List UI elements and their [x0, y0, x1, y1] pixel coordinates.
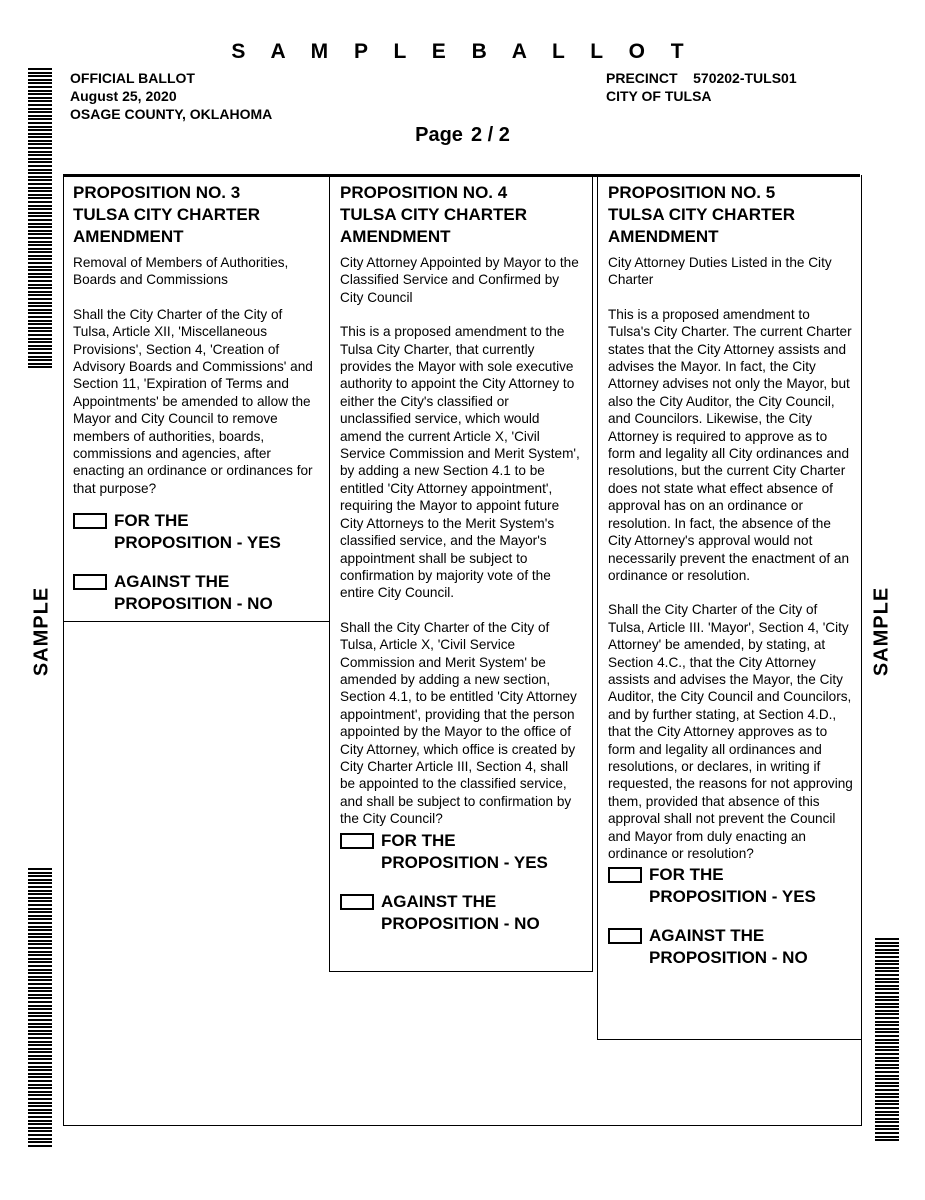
timing-mark [28, 363, 52, 365]
header-right-block [606, 69, 797, 105]
timing-mark [875, 978, 899, 980]
timing-mark [28, 943, 52, 945]
timing-mark [28, 1105, 52, 1107]
timing-mark [28, 1058, 52, 1060]
timing-mark [875, 1064, 899, 1066]
choice-no-label: AGAINST THE PROPOSITION - NO [114, 572, 273, 614]
timing-mark [28, 1098, 52, 1100]
timing-mark [875, 1132, 899, 1134]
timing-mark [28, 75, 52, 77]
timing-mark [28, 879, 52, 881]
timing-mark [875, 974, 899, 976]
timing-mark [875, 1035, 899, 1037]
timing-mark [28, 129, 52, 131]
timing-mark [28, 334, 52, 336]
timing-mark [28, 890, 52, 892]
timing-mark [28, 140, 52, 142]
timing-mark [28, 954, 52, 956]
timing-mark [28, 86, 52, 88]
timing-mark [28, 951, 52, 953]
choice-no-label: AGAINST THE PROPOSITION - NO [381, 891, 540, 933]
choice-no-label: AGAINST THE PROPOSITION - NO [649, 926, 808, 968]
proposition-4 [329, 175, 593, 972]
timing-mark [28, 327, 52, 329]
timing-mark [28, 1076, 52, 1078]
timing-mark [28, 179, 52, 181]
timing-mark [28, 352, 52, 354]
timing-mark [28, 897, 52, 899]
timing-mark [875, 1082, 899, 1084]
timing-mark [875, 1093, 899, 1095]
timing-mark [875, 1085, 899, 1087]
timing-mark [28, 1012, 52, 1014]
timing-mark [28, 280, 52, 282]
timing-mark [28, 915, 52, 917]
timing-mark [28, 1112, 52, 1114]
vote-oval[interactable] [73, 513, 107, 529]
election-date: August 25, 2020 [70, 88, 177, 104]
timing-mark [28, 356, 52, 358]
timing-mark [28, 248, 52, 250]
timing-mark [875, 1075, 899, 1077]
timing-mark [28, 258, 52, 260]
timing-mark [28, 341, 52, 343]
timing-mark [28, 1001, 52, 1003]
timing-mark [875, 942, 899, 944]
timing-mark [875, 1128, 899, 1130]
timing-mark [28, 237, 52, 239]
timing-mark [28, 868, 52, 870]
timing-mark [875, 1096, 899, 1098]
timing-mark [28, 215, 52, 217]
timing-mark [28, 997, 52, 999]
vote-oval[interactable] [73, 574, 107, 590]
timing-mark [875, 1089, 899, 1091]
vote-oval[interactable] [340, 833, 374, 849]
timing-mark [28, 197, 52, 199]
timing-mark [28, 122, 52, 124]
timing-mark [28, 987, 52, 989]
timing-mark [28, 904, 52, 906]
proposition-summary: This is a proposed amendment to the Tulsa City Charter, that currently provides the Mayor with sole executive authority to appoint the City Attorney to either the City's classified or unclassified service, which would amend the current Article X, 'Civil Service Commission and Merit System', by adding a new Section 4.1 to be entitled 'City Attorney appointment', requiring the Mayor to appoint future City Attorneys to the Merit System's classified service, and the Mayor's appointment shall be subject to confirmation by majority vote of the entire City Council. [340, 324, 580, 601]
timing-mark [28, 1138, 52, 1140]
choice-no[interactable] [340, 891, 582, 935]
vote-oval[interactable] [608, 867, 642, 883]
proposition-3 [63, 175, 329, 622]
timing-mark [28, 273, 52, 275]
timing-mark [875, 1042, 899, 1044]
timing-mark [28, 251, 52, 253]
timing-mark [28, 940, 52, 942]
timing-mark [28, 1008, 52, 1010]
timing-mark [28, 165, 52, 167]
page-number [0, 124, 925, 147]
timing-mark [28, 133, 52, 135]
timing-mark [28, 1026, 52, 1028]
timing-mark [28, 972, 52, 974]
timing-mark [28, 979, 52, 981]
timing-mark [875, 1006, 899, 1008]
timing-mark [28, 958, 52, 960]
timing-mark [28, 108, 52, 110]
timing-mark [28, 1030, 52, 1032]
timing-mark [28, 1062, 52, 1064]
timing-mark [28, 1015, 52, 1017]
timing-mark [875, 1118, 899, 1120]
timing-mark [875, 952, 899, 954]
timing-mark [28, 893, 52, 895]
choice-yes[interactable] [340, 830, 582, 874]
timing-mark [28, 154, 52, 156]
timing-mark [28, 900, 52, 902]
vote-oval[interactable] [608, 928, 642, 944]
timing-mark [28, 284, 52, 286]
timing-mark [28, 226, 52, 228]
timing-mark [28, 241, 52, 243]
timing-mark [28, 882, 52, 884]
ballot-title: S A M P L E B A L L O T [231, 40, 694, 63]
timing-mark [28, 1145, 52, 1147]
timing-mark [28, 366, 52, 368]
timing-mark [28, 118, 52, 120]
timing-mark [875, 1003, 899, 1005]
proposition-subtitle: City Attorney Duties Listed in the City Charter [608, 255, 832, 288]
timing-mark [875, 967, 899, 969]
timing-mark [875, 1024, 899, 1026]
timing-mark [28, 348, 52, 350]
timing-mark [28, 187, 52, 189]
timing-mark [875, 1017, 899, 1019]
timing-mark [28, 983, 52, 985]
timing-mark [28, 312, 52, 314]
proposition-title: PROPOSITION NO. 5 TULSA CITY CHARTER AMENDMENT [608, 183, 795, 246]
header-left-block [70, 69, 272, 123]
timing-mark [875, 1039, 899, 1041]
timing-mark [28, 205, 52, 207]
timing-mark [28, 302, 52, 304]
timing-mark [28, 1066, 52, 1068]
timing-mark [28, 1120, 52, 1122]
timing-mark [28, 990, 52, 992]
timing-mark [875, 970, 899, 972]
timing-mark [28, 345, 52, 347]
timing-mark [28, 1141, 52, 1143]
timing-marks-left-top [28, 68, 52, 370]
timing-mark [28, 929, 52, 931]
timing-mark [28, 976, 52, 978]
timing-mark [28, 244, 52, 246]
timing-mark [28, 1055, 52, 1057]
choice-yes-label: FOR THE PROPOSITION - YES [649, 865, 816, 907]
timing-mark [28, 1091, 52, 1093]
timing-mark [875, 981, 899, 983]
timing-mark [28, 72, 52, 74]
proposition-summary: This is a proposed amendment to Tulsa's City Charter. The current Charter states that the City Attorney assists and advises the Mayor. In fact, the City Attorney advises not only the Mayor, but also the City Auditor, the City Council, and Councilors. Likewise, the City Attorney is required to approve as to form and legality all City ordinances and resolutions, but the current City Charter does not state what effect absence of approval has on an ordinance or resolution. In fact, the absence of the City Attorney's approval would not necessarily prevent the enactment of an ordinance or resolution. [608, 306, 852, 583]
timing-mark [28, 338, 52, 340]
timing-mark [28, 961, 52, 963]
timing-mark [28, 965, 52, 967]
timing-mark [28, 287, 52, 289]
timing-mark [28, 872, 52, 874]
timing-mark [28, 1123, 52, 1125]
timing-mark [28, 230, 52, 232]
timing-mark [28, 255, 52, 257]
timing-mark [28, 305, 52, 307]
timing-mark [28, 298, 52, 300]
timing-mark [875, 1139, 899, 1141]
timing-mark [875, 1049, 899, 1051]
timing-mark [28, 316, 52, 318]
county-label: OSAGE COUNTY, OKLAHOMA [70, 106, 273, 122]
timing-mark [28, 994, 52, 996]
timing-mark [28, 90, 52, 92]
timing-mark [28, 111, 52, 113]
timing-mark [28, 104, 52, 106]
timing-mark [28, 1130, 52, 1132]
timing-mark [28, 93, 52, 95]
timing-mark [28, 1041, 52, 1043]
timing-mark [28, 100, 52, 102]
timing-mark [28, 223, 52, 225]
timing-mark [28, 323, 52, 325]
timing-mark [875, 1136, 899, 1138]
timing-mark [28, 330, 52, 332]
proposition-title: PROPOSITION NO. 4 TULSA CITY CHARTER AMENDMENT [340, 183, 527, 246]
timing-mark [28, 922, 52, 924]
timing-mark [28, 151, 52, 153]
choice-yes-label: FOR THE PROPOSITION - YES [381, 830, 548, 872]
timing-mark [875, 992, 899, 994]
proposition-question: Shall the City Charter of the City of Tulsa, Article XII, 'Miscellaneous Provisions', Section 4, 'Creation of Advisory Boards and Commissions' and Section 11, 'Expiration of Terms and Appointments' be amended to allow the Mayor and City Council to remove members of authorities, boards, commissions and agencies, after enacting an ordinance or ordinances for that purpose? [73, 306, 313, 496]
timing-mark [28, 359, 52, 361]
timing-mark [28, 911, 52, 913]
timing-mark [875, 999, 899, 1001]
proposition-5 [597, 175, 861, 1040]
timing-mark [875, 1021, 899, 1023]
timing-mark [28, 201, 52, 203]
timing-mark [28, 1037, 52, 1039]
timing-mark [28, 262, 52, 264]
timing-mark [28, 1109, 52, 1111]
timing-mark [28, 115, 52, 117]
timing-mark [875, 949, 899, 951]
proposition-question: Shall the City Charter of the City of Tulsa, Article III. 'Mayor', Section 4, 'City Attorney' be amended, by stating, at Section 4.C., that the City Attorney assists and advises the Mayor, the City Auditor, the City Council and Councilors, and by further stating, at Section 4.D., that the City Attorney approves as to form and legality all ordinances and resolutions, or declares, in writing if requested, the reasons for not approving them, provided that absence of this approval shall not prevent the Council and Mayor from duly enacting an ordinance or resolution? [608, 602, 853, 861]
timing-mark [875, 1100, 899, 1102]
timing-mark [28, 969, 52, 971]
timing-mark [875, 956, 899, 958]
timing-mark [28, 266, 52, 268]
timing-mark [28, 276, 52, 278]
city-label: CITY OF TULSA [606, 88, 712, 104]
timing-mark [875, 938, 899, 940]
timing-mark [28, 208, 52, 210]
proposition-subtitle: City Attorney Appointed by Mayor to the Classified Service and Confirmed by City Council [340, 255, 579, 305]
timing-mark [28, 190, 52, 192]
side-sample-right: SAMPLE [870, 586, 893, 677]
timing-mark [28, 1116, 52, 1118]
timing-mark [28, 875, 52, 877]
choice-yes-label: FOR THE PROPOSITION - YES [114, 511, 281, 553]
timing-mark [28, 1023, 52, 1025]
timing-mark [28, 320, 52, 322]
timing-mark [875, 1071, 899, 1073]
timing-mark [28, 947, 52, 949]
timing-mark [28, 1087, 52, 1089]
timing-mark [28, 1044, 52, 1046]
side-sample-left: SAMPLE [30, 586, 53, 677]
timing-mark [28, 936, 52, 938]
timing-mark [875, 1013, 899, 1015]
timing-mark [28, 1073, 52, 1075]
timing-marks-left-bottom [28, 868, 52, 1148]
timing-mark [875, 985, 899, 987]
timing-mark [28, 918, 52, 920]
timing-mark [28, 126, 52, 128]
timing-marks-right-bottom [875, 938, 899, 1143]
timing-mark [28, 1094, 52, 1096]
timing-mark [28, 1019, 52, 1021]
timing-mark [875, 1111, 899, 1113]
timing-mark [28, 161, 52, 163]
timing-mark [875, 1053, 899, 1055]
official-ballot-label: OFFICIAL BALLOT [70, 70, 195, 86]
timing-mark [875, 1121, 899, 1123]
timing-mark [28, 1005, 52, 1007]
timing-mark [28, 176, 52, 178]
timing-mark [875, 996, 899, 998]
choice-no[interactable] [73, 571, 319, 615]
timing-mark [28, 886, 52, 888]
timing-mark [28, 294, 52, 296]
timing-mark [28, 169, 52, 171]
timing-mark [875, 1107, 899, 1109]
timing-mark [28, 212, 52, 214]
choice-yes[interactable] [608, 864, 853, 908]
timing-mark [28, 97, 52, 99]
timing-mark [875, 988, 899, 990]
timing-mark [28, 1048, 52, 1050]
timing-mark [28, 908, 52, 910]
timing-mark [875, 1114, 899, 1116]
timing-mark [28, 1102, 52, 1104]
timing-mark [28, 79, 52, 81]
timing-mark [28, 82, 52, 84]
timing-mark [875, 1031, 899, 1033]
timing-mark [28, 143, 52, 145]
choice-yes[interactable] [73, 510, 319, 554]
proposition-subtitle: Removal of Members of Authorities, Boards and Commissions [73, 255, 289, 288]
timing-mark [28, 1051, 52, 1053]
timing-mark [875, 1078, 899, 1080]
timing-mark [875, 960, 899, 962]
timing-mark [875, 1028, 899, 1030]
page-value: 2 / 2 [470, 124, 510, 146]
timing-mark [875, 1103, 899, 1105]
vote-oval[interactable] [340, 894, 374, 910]
timing-mark [28, 933, 52, 935]
timing-mark [875, 1067, 899, 1069]
timing-mark [28, 219, 52, 221]
timing-mark [28, 158, 52, 160]
timing-mark [28, 926, 52, 928]
timing-mark [28, 233, 52, 235]
timing-mark [28, 1033, 52, 1035]
timing-mark [28, 1080, 52, 1082]
choice-no[interactable] [608, 925, 853, 969]
proposition-title: PROPOSITION NO. 3 TULSA CITY CHARTER AMENDMENT [73, 183, 260, 246]
proposition-question: Shall the City Charter of the City of Tulsa, Article X, 'Civil Service Commission and Merit System' be amended by adding a new section, Section 4.1, to be entitled 'City Attorney appointment', providing that the person appointed by the Mayor to the office of City Attorney, which office is created by City Charter Article III, Section 4, shall be appointed to the classified service, and shall be subject to confirmation by the City Council? [340, 619, 577, 827]
timing-mark [28, 309, 52, 311]
timing-mark [28, 1084, 52, 1086]
timing-mark [28, 136, 52, 138]
timing-mark [875, 963, 899, 965]
precinct-label: PRECINCT 570202-TULS01 [606, 70, 797, 86]
timing-mark [875, 945, 899, 947]
timing-mark [875, 1125, 899, 1127]
timing-mark [28, 147, 52, 149]
timing-mark [28, 194, 52, 196]
timing-mark [28, 1069, 52, 1071]
timing-mark [28, 68, 52, 70]
timing-mark [28, 269, 52, 271]
timing-mark [875, 1060, 899, 1062]
timing-mark [875, 1057, 899, 1059]
timing-mark [28, 172, 52, 174]
timing-mark [28, 183, 52, 185]
timing-mark [28, 1127, 52, 1129]
timing-mark [28, 291, 52, 293]
timing-mark [875, 1046, 899, 1048]
timing-mark [875, 1010, 899, 1012]
page-label: Page [415, 124, 463, 146]
timing-mark [28, 1134, 52, 1136]
